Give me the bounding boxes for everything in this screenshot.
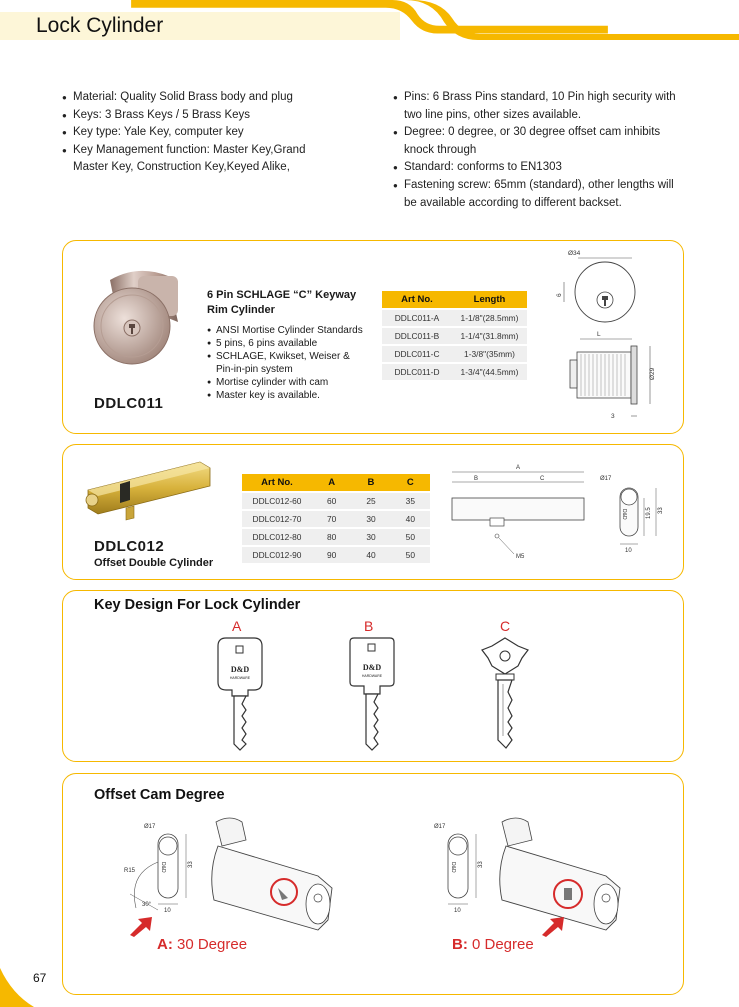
table-cell: 50 xyxy=(391,529,430,545)
dim-label: A xyxy=(516,465,521,471)
table-header: Art No. xyxy=(242,474,312,491)
dim-label: Ø29 xyxy=(649,367,656,380)
table-row xyxy=(242,511,430,527)
table-cell: 1-3/4"(44.5mm) xyxy=(452,364,527,380)
product-specs xyxy=(207,324,377,402)
product-title-line: 6 Pin SCHLAGE “C” Keyway xyxy=(207,289,357,301)
table-cell: DDLC012-90 xyxy=(242,547,312,563)
cam-letter-b: B: xyxy=(452,936,468,953)
cam-text-a: 30 Degree xyxy=(172,936,248,953)
brand-text: D&D xyxy=(621,509,627,520)
brand-sub-text: HARDWARE xyxy=(361,674,383,678)
key-label-b: B xyxy=(364,618,374,634)
features-left xyxy=(62,89,362,177)
table-cell: DDLC011-A xyxy=(382,310,452,326)
table-row xyxy=(242,529,430,545)
double-cylinder-drawing xyxy=(444,458,674,566)
table-cell: DDLC011-B xyxy=(382,328,452,344)
table-header: A xyxy=(312,474,351,491)
page-number: 67 xyxy=(33,971,47,985)
product-title xyxy=(207,288,356,318)
cam-label-a xyxy=(157,936,247,953)
table-cell: 30 xyxy=(351,529,390,545)
brand-text: D&D xyxy=(362,663,382,672)
feature-item: ● Key type: Yale Key, computer key xyxy=(62,124,362,142)
dim-label: B xyxy=(474,476,479,482)
key-b-icon xyxy=(344,636,400,754)
key-label-a: A xyxy=(232,618,242,634)
table-cell: 25 xyxy=(351,493,390,509)
feature-item: ● Standard: conforms to EN1303 xyxy=(393,159,683,177)
dim-label: 3 xyxy=(611,413,615,420)
table-cell: DDLC012-60 xyxy=(242,493,312,509)
dim-label: L xyxy=(597,331,601,338)
product-code: DDLC012 xyxy=(94,538,165,555)
key-c-icon xyxy=(474,636,536,754)
spec-item: ● SCHLAGE, Kwikset, Weiser & Pin-in-pin system xyxy=(207,350,366,376)
arrow-icon xyxy=(540,915,566,937)
spec-table-ddlc011 xyxy=(382,289,527,382)
cam-text-b: 0 Degree xyxy=(467,936,534,953)
feature-item: ● Fastening screw: 65mm (standard), other lengths will be available according to different backset. xyxy=(393,177,683,212)
table-cell: DDLC012-80 xyxy=(242,529,312,545)
feature-item: ● Keys: 3 Brass Keys / 5 Brass Keys xyxy=(62,107,362,125)
table-cell: 70 xyxy=(312,511,351,527)
dim-label: R15 xyxy=(124,868,136,874)
arrow-icon xyxy=(128,915,154,937)
key-design-title: Key Design For Lock Cylinder xyxy=(94,597,301,613)
key-a-icon xyxy=(212,636,268,754)
dim-label: 6 xyxy=(556,293,563,297)
table-row xyxy=(382,346,527,362)
feature-item: ● Key Management function: Master Key,Grand Master Key, Construction Key,Keyed Alike, xyxy=(62,142,335,177)
table-row xyxy=(382,310,527,326)
spec-item: ● 5 pins, 6 pins available xyxy=(207,337,377,350)
table-cell: 1-1/8"(28.5mm) xyxy=(452,310,527,326)
product-title-line: Rim Cylinder xyxy=(207,304,275,316)
table-cell: 1-3/8"(35mm) xyxy=(452,346,527,362)
table-cell: 60 xyxy=(312,493,351,509)
dim-label: 10 xyxy=(454,908,461,914)
spec-item: ● Master key is available. xyxy=(207,389,377,402)
feature-item: ● Pins: 6 Brass Pins standard, 10 Pin high security with two line pins, other sizes available. xyxy=(393,89,683,124)
dim-label: 30° xyxy=(142,902,152,908)
dim-label: 33 xyxy=(478,861,484,868)
table-row xyxy=(382,364,527,380)
spec-table-ddlc012 xyxy=(242,472,430,565)
product-code: DDLC011 xyxy=(94,395,164,412)
key-label-c: C xyxy=(500,618,511,634)
brand-text: D&D xyxy=(450,862,456,873)
cam-0-drawing xyxy=(422,812,652,942)
spec-item: ● Mortise cylinder with cam xyxy=(207,376,377,389)
dim-label: Ø17 xyxy=(600,476,612,482)
table-cell: 1-1/4"(31.8mm) xyxy=(452,328,527,344)
page-title: Lock Cylinder xyxy=(36,14,164,37)
table-cell: 35 xyxy=(391,493,430,509)
table-header: B xyxy=(351,474,390,491)
feature-item: ● Degree: 0 degree, or 30 degree offset cam inhibits knock through xyxy=(393,124,683,159)
dim-label: 10 xyxy=(164,908,171,914)
dim-label: Ø17 xyxy=(144,824,156,830)
dim-label: 33 xyxy=(658,507,664,514)
table-row xyxy=(242,493,430,509)
table-cell: 50 xyxy=(391,547,430,563)
dim-label: Ø34 xyxy=(568,250,581,257)
dim-label: 33 xyxy=(188,861,194,868)
features-right xyxy=(393,89,683,212)
spec-item: ● ANSI Mortise Cylinder Standards xyxy=(207,324,377,337)
brand-text: D&D xyxy=(230,665,250,674)
brand-text: D&D xyxy=(160,862,166,873)
table-header: C xyxy=(391,474,430,491)
dim-label: M5 xyxy=(516,554,525,560)
cam-label-b xyxy=(452,936,534,953)
cam-letter-a: A: xyxy=(157,936,173,953)
table-cell: 80 xyxy=(312,529,351,545)
cam-degree-title: Offset Cam Degree xyxy=(94,787,225,803)
rim-cylinder-drawing xyxy=(550,246,668,426)
dim-label: Ø17 xyxy=(434,824,446,830)
table-row xyxy=(242,547,430,563)
table-header: Length xyxy=(452,291,527,308)
double-cylinder-image xyxy=(82,456,217,524)
dim-label: C xyxy=(540,476,545,482)
dim-label: 19.5 xyxy=(646,507,652,519)
table-cell: 40 xyxy=(391,511,430,527)
table-cell: DDLC011-D xyxy=(382,364,452,380)
table-cell: 40 xyxy=(351,547,390,563)
table-cell: DDLC012-70 xyxy=(242,511,312,527)
dim-label: 10 xyxy=(625,548,632,554)
table-cell: DDLC011-C xyxy=(382,346,452,362)
brand-sub-text: HARDWARE xyxy=(229,676,251,680)
rim-cylinder-image xyxy=(88,262,188,366)
table-header: Art No. xyxy=(382,291,452,308)
table-cell: 90 xyxy=(312,547,351,563)
product-subtitle: Offset Double Cylinder xyxy=(94,557,214,569)
feature-item: ● Material: Quality Solid Brass body and plug xyxy=(62,89,362,107)
table-row xyxy=(382,328,527,344)
table-cell: 30 xyxy=(351,511,390,527)
